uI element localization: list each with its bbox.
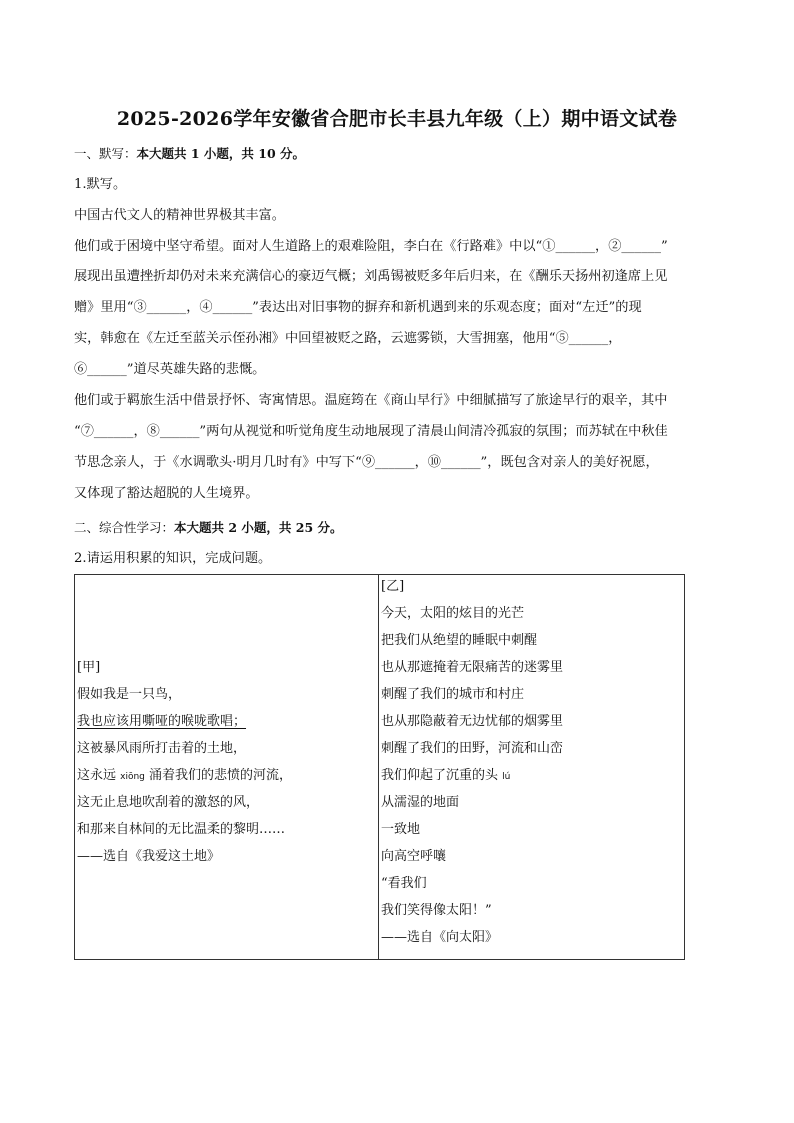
poem-jia-line: 和那来自林间的无比温柔的黎明…… (77, 822, 286, 837)
poem-yi-line: 从濡湿的地面 (381, 795, 460, 810)
poem-yi-line: 今天，太阳的炫目的光芒 (381, 606, 525, 621)
section-2-label: 二、综合性学习： (74, 520, 175, 535)
q1-text-line: 展现出虽遭挫折却仍对未来充满信心的豪迈气概；刘禹锡被贬多年后归来，在《酬乐天扬州初逢席上见 (74, 269, 668, 284)
q1-text-line: 中国古代文人的精神世界极其丰富。 (74, 208, 285, 223)
section-1-heading (74, 145, 305, 163)
poem-jia-line-part: 涌着我们的悲愤的河流， (144, 768, 293, 783)
poem-jia-tag: [甲] (77, 660, 101, 675)
q1-text-line: 又体现了豁达超脱的人生境界。 (74, 486, 259, 501)
poem-jia-underlined-line: 我也应该用嘶哑的喉咙歌唱； (77, 714, 247, 729)
poem-jia-line: 这被暴风雨所打击着的土地， (77, 741, 247, 756)
q1-text-line: 他们或于困境中坚守希望。面对人生道路上的艰难险阻，李白在《行路难》中以“①______，②______” (74, 239, 668, 254)
section-2-heading (74, 519, 343, 537)
pinyin-annotation: lú (502, 772, 511, 782)
page-title: 2025-2026学年安徽省合肥市长丰县九年级（上）期中语文试卷 (116, 108, 678, 130)
poem-yi-cell (379, 575, 685, 960)
section-1-label: 一、默写： (74, 146, 137, 161)
poem-jia-cell (75, 575, 379, 960)
q1-text-line: 赠》里用“③______，④______”表达出对旧事物的摒弃和新机遇到来的乐观态度；面对“左迁”的现 (74, 300, 642, 315)
section-1-info: 本大题共 1 小题，共 10 分。 (136, 146, 306, 161)
poem-jia-source: ——选自《我爱这土地》 (77, 849, 221, 864)
q1-text-line: 节思念亲人，于《水调歌头·明月几时有》中写下“⑨______，⑩______”，既包含对亲人的美好祝愿， (74, 455, 659, 470)
poem-yi-line: 也从那遮掩着无限痛苦的迷雾里 (381, 660, 564, 675)
poem-yi-line: 向高空呼嚷 (381, 849, 447, 864)
q1-text-line: 他们或于羁旅生活中借景抒怀、寄寓情思。温庭筠在《商山早行》中细腻描写了旅途早行的艰辛，其中 (74, 393, 668, 408)
question-1-label: 1.默写。 (74, 177, 127, 192)
pinyin-annotation: xiōng (120, 772, 145, 782)
poem-jia-line: 这无止息地吹刮着的激怒的风， (77, 795, 260, 810)
poem-yi-line: 我们笑得像太阳！” (381, 903, 492, 918)
q1-text-line: 实，韩愈在《左迁至蓝关示侄孙湘》中回望被贬之路，云遮雾锁，大雪拥塞，他用“⑤______， (74, 331, 622, 346)
poem-jia-line-with-pinyin (77, 767, 292, 786)
question-2-label: 2.请运用积累的知识，完成问题。 (74, 551, 272, 566)
poem-yi-line-with-pinyin (381, 767, 510, 786)
poem-yi-tag: [乙] (381, 579, 405, 594)
poem-yi-line: 一致地 (381, 822, 421, 837)
poem-jia-line-part: 这永远 (77, 768, 121, 783)
poem-yi-source: ——选自《向太阳》 (381, 930, 499, 945)
poem-yi-line: 刺醒了我们的城市和村庄 (381, 687, 525, 702)
poem-yi-line: 把我们从绝望的睡眠中刺醒 (381, 633, 538, 648)
poem-yi-line: “看我们 (381, 876, 427, 891)
poem-yi-line: 刺醒了我们的田野，河流和山峦 (381, 741, 564, 756)
poems-table (74, 574, 685, 960)
q1-text-line: “⑦______，⑧______”两句从视觉和听觉角度生动地展现了清晨山间清冷孤寂的氛围；而苏轼在中秋佳 (74, 424, 668, 439)
poem-jia-line: 假如我是一只鸟， (77, 687, 182, 702)
section-2-info: 本大题共 2 小题，共 25 分。 (174, 520, 343, 535)
poem-yi-line: 也从那隐蔽着无边忧郁的烟雾里 (381, 714, 564, 729)
poem-yi-line-part: 我们仰起了沉重的头 (381, 768, 503, 783)
q1-text-line: ⑥______”道尽英雄失路的悲慨。 (74, 362, 266, 377)
